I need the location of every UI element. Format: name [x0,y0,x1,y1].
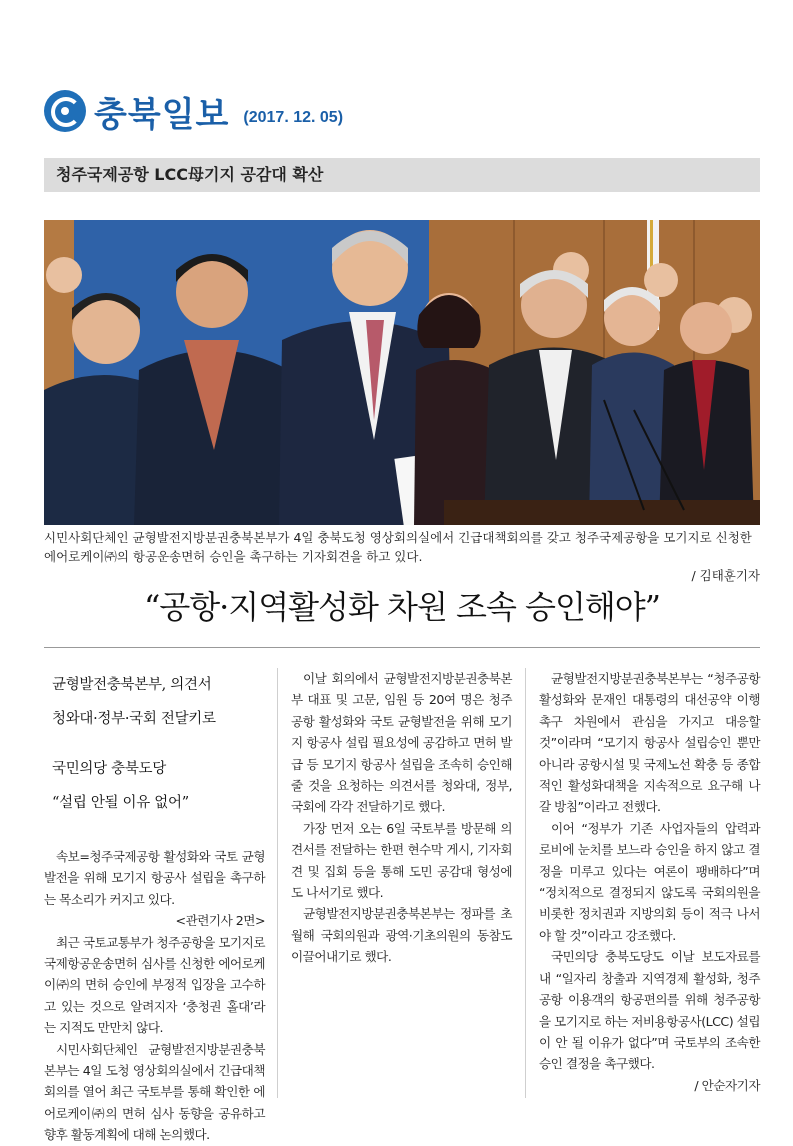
column-separator [525,668,526,1098]
masthead [44,88,343,134]
subheadline: 청와대·정부·국회 전달키로 [52,711,216,727]
article-paragraph: 이날 회의에서 균형발전지방분권충북본부 대표 및 고문, 임원 등 20여 명은 청주공항 활성화와 국토 균형발전을 위해 모기지 항공사 설립 필요성에 공감하고 면허 발급 등 모기지 항공사 설립을 조속히 승인해 줄 것을 요청하는 의견서를 청와대, 정부, 국회에 각각 전달하기로 했다. [291,671,512,815]
subheadline: “설립 안될 이유 없어” [52,795,189,811]
article-paragraph: 최근 국토교통부가 청주공항을 모기지로 국제항공운송면허 심사를 신청한 에어로케이㈜의 면허 승인에 부정적 입장을 고수하고 있는 것으로 알려지자 ‘충청권 홀대’라는 지적도 만만치 않다. [44,934,265,1036]
article-paragraph: 속보=청주국제공항 활성화와 국토 균형발전을 위해 모기지 항공사 설립을 촉구하는 목소리가 커지고 있다. [44,849,265,907]
photo-caption [44,528,760,585]
subheadline: 균형발전충북본부, 의견서 [52,677,212,693]
press-conference-photo [44,220,760,525]
reporter-byline: / 안순자기자 [694,1077,760,1093]
publication-date: (2017. 12. 05) [243,109,344,126]
related-article-note: <관련기사 2면> [175,913,265,929]
article-paragraph: 시민사회단체인 균형발전지방분권충북본부는 4일 도청 영상회의실에서 긴급대책회의를 열어 최근 국토부를 통해 확인한 에어로케이㈜의 면허 심사 동향을 공유하고 향후 활동계획에 대해 논의했다. [44,1041,265,1143]
article-paragraph: 국민의당 충북도당도 이날 보도자료를 내 “일자리 창출과 지역경제 활성화, 청주공항 이용객의 항공편의를 위해 청주공항을 모기지로 하는 저비용항공사(LCC) 설립이 안 될 이유가 없다”며 국토부의 조속한 승인 결정을 촉구했다. [539,949,760,1072]
topic-bar: 청주국제공항 LCC母기지 공감대 확산 [44,158,760,192]
article-paragraph: 균형발전지방분권충북본부는 정파를 초월해 국회의원과 광역·기초의원의 동참도 이끌어내기로 했다. [291,906,512,965]
subheadline: 국민의당 충북도당 [52,761,166,777]
article-column-3 [539,668,760,1096]
photo-credit: / 김태훈기자 [691,568,760,583]
column-separator [277,668,278,1098]
caption-text: 시민사회단체인 균형발전지방분권충북본부가 4일 충북도청 영상회의실에서 긴급대책회의를 갖고 청주국제공항을 모기지로 신청한 에어로케이㈜의 항공운송면허 승인을 촉구하는 기자회견을 하고 있다. [44,530,752,564]
article-column-2 [291,668,512,968]
headline: “공항·지역활성화 차원 조속 승인해야” [143,588,661,626]
article-column-1 [44,668,265,1146]
newspaper-name: 충북일보 [94,94,230,135]
divider [44,647,760,648]
article-paragraph: 이어 “정부가 기존 사업자들의 압력과 로비에 눈치를 보느라 승인을 하지 않고 결정을 미루고 있다는 여론이 팽배하다”며 “정치적으로 결정되지 않도록 국회의원을 비롯한 정치권과 지방의회 등이 적극 나서야 할 것”이라고 강조했다. [539,820,760,943]
newspaper-logo-icon [44,90,86,132]
article-paragraph: 균형발전지방분권충북본부는 “청주공항 활성화와 문재인 대통령의 대선공약 이행 촉구 차원에서 관심을 가지고 대응할 것”이라며 “모기지 항공사 설립승인 뿐만 아니라 공항시설 및 국제노선 확충 등 종합적인 활성화대책을 지속적으로 요구해 나갈 방침”이라고 전했다. [539,671,760,815]
article-paragraph: 가장 먼저 오는 6일 국토부를 방문해 의견서를 전달하는 한편 현수막 게시, 기자회견 및 집회 등을 통해 도민 공감대 형성에도 나서기로 했다. [291,820,512,901]
